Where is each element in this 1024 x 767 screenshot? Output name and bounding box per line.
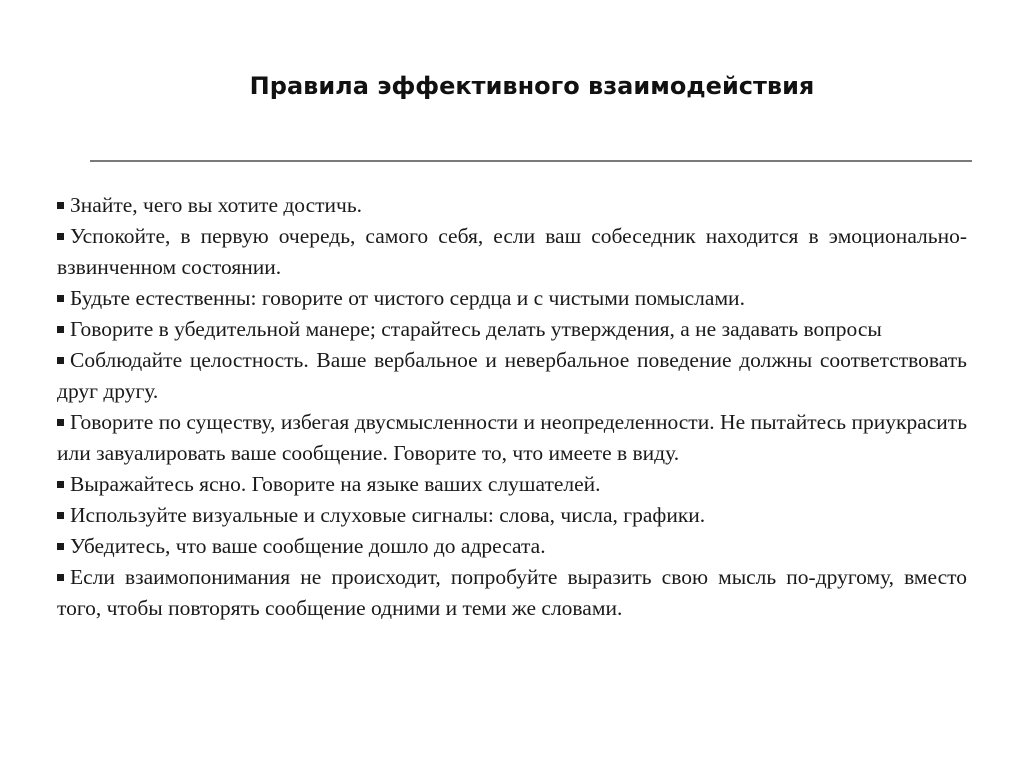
title-divider [90,160,972,162]
list-item-text: Говорите в убедительной манере; старайтесь делать утверждения, а не задавать вопросы [70,317,882,341]
list-item [57,469,967,500]
list-item-text: Говорите по существу, избегая двусмысленности и неопределенности. Не пытайтесь приукрасить или завуалировать ваше сообщение. Говорите то, что имеете в виду. [57,410,967,465]
square-bullet-icon [57,295,64,302]
list-item [57,221,967,283]
list-item-text: Соблюдайте целостность. Ваше вербальное и невербальное поведение должны соответствовать друг другу. [57,348,967,403]
list-item [57,531,967,562]
list-item [57,500,967,531]
square-bullet-icon [57,357,64,364]
square-bullet-icon [57,512,64,519]
square-bullet-icon [57,543,64,550]
list-item [57,283,967,314]
list-item-text: Убедитесь, что ваше сообщение дошло до адресата. [70,534,546,558]
bullet-list [57,190,967,624]
list-item-text: Будьте естественны: говорите от чистого сердца и с чистыми помыслами. [70,286,745,310]
square-bullet-icon [57,233,64,240]
slide-title: Правила эффективного взаимодействия [249,72,815,100]
list-item [57,345,967,407]
list-item [57,407,967,469]
square-bullet-icon [57,202,64,209]
list-item-text: Успокойте, в первую очередь, самого себя, если ваш собеседник находится в эмоционально-взвинченном состоянии. [57,224,967,279]
list-item [57,562,967,624]
square-bullet-icon [57,574,64,581]
list-item-text: Выражайтесь ясно. Говорите на языке ваших слушателей. [70,472,601,496]
square-bullet-icon [57,419,64,426]
list-item-text: Если взаимопонимания не происходит, попробуйте выразить свою мысль по-другому, вместо того, чтобы повторять сообщение одними и теми же словами. [57,565,967,620]
list-item-text: Знайте, чего вы хотите достичь. [70,193,363,217]
list-item-text: Используйте визуальные и слуховые сигналы: слова, числа, графики. [70,503,706,527]
square-bullet-icon [57,481,64,488]
list-item [57,190,967,221]
list-item [57,314,967,345]
square-bullet-icon [57,326,64,333]
